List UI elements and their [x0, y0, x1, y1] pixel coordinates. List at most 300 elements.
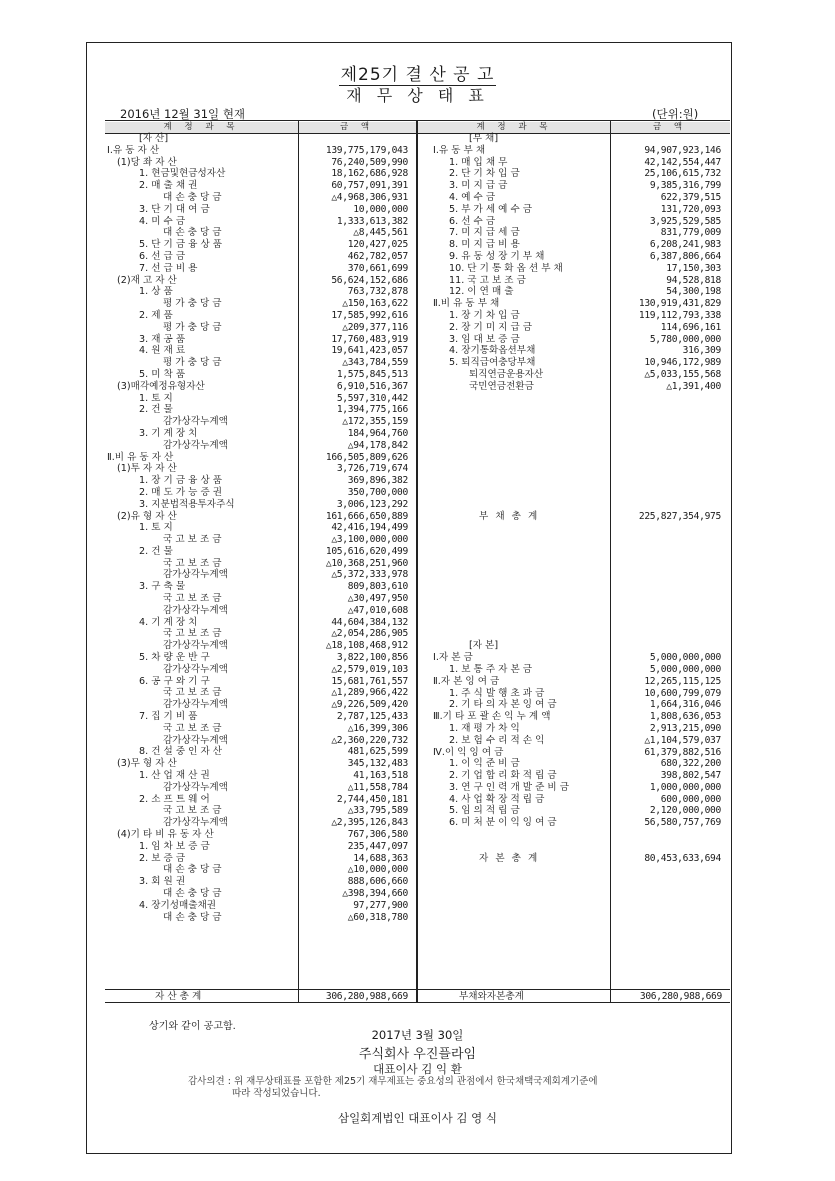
account-label: 10. 단 기 통 화 옵 션 부 채	[449, 262, 563, 274]
account-label: 2. 장 기 미 지 급 금	[449, 321, 533, 333]
asset-row	[105, 593, 408, 605]
account-amount: 14,688,363	[353, 852, 408, 864]
account-amount: 763,732,878	[347, 286, 408, 298]
right-amount-header: 금 액	[652, 122, 688, 132]
account-label: 1. 주 식 발 행 초 과 금	[449, 687, 545, 699]
account-label: 6. 선 수 금	[449, 215, 496, 227]
account-amount: 17,760,483,919	[331, 333, 408, 345]
account-amount: 2,913,215,090	[649, 722, 721, 734]
account-amount: △209,377,116	[342, 321, 408, 333]
account-amount: 161,666,650,889	[325, 510, 408, 522]
account-label: Ⅰ.유 동 자 산	[107, 144, 160, 156]
account-amount: 120,427,025	[347, 239, 408, 251]
account-amount: △1,104,579,037	[644, 734, 721, 746]
account-label: 감가상각누계액	[163, 734, 228, 746]
liability-row	[425, 157, 721, 169]
liability-row	[425, 251, 721, 263]
account-amount: △60,318,780	[347, 911, 408, 923]
liability-row	[425, 298, 721, 310]
account-label: 2. 기 타 의 자 본 잉 여 금	[449, 699, 557, 711]
account-amount: △11,558,784	[347, 781, 408, 793]
liability-row	[425, 334, 721, 346]
asset-row	[105, 782, 408, 794]
asset-row	[105, 676, 408, 688]
asset-row	[105, 723, 408, 735]
equity-row	[425, 711, 721, 723]
account-label: 6. 공 구 와 기 구	[139, 675, 210, 687]
equity-total-row-label: 자 본 총 계	[479, 852, 540, 864]
account-label: 국 고 보 조 금	[163, 534, 222, 546]
account-label: 감가상각누계액	[163, 699, 228, 711]
asset-row	[105, 286, 408, 298]
as-of-date: 2016년 12월 31일 현재	[120, 107, 246, 121]
liability-row	[425, 145, 721, 157]
asset-row	[105, 393, 408, 405]
account-amount: 76,240,509,990	[331, 156, 408, 168]
account-label: 9. 유 동 성 장 기 부 채	[449, 250, 545, 262]
account-amount: 767,306,580	[347, 829, 408, 841]
account-amount: 9,385,316,799	[649, 180, 721, 192]
asset-row	[105, 428, 408, 440]
asset-row	[105, 900, 408, 912]
account-amount: 622,379,515	[660, 191, 721, 203]
account-label: 4. 사 업 확 장 적 립 금	[449, 793, 545, 805]
account-label: (4)기 타 비 유 동 자 산	[117, 829, 214, 841]
ceo-name: 대표이사 김 익 환	[373, 1062, 462, 1076]
asset-row	[105, 805, 408, 817]
account-amount: 139,775,179,043	[325, 144, 408, 156]
asset-row	[105, 605, 408, 617]
account-label: 감가상각누계액	[163, 604, 228, 616]
liab-equity-total-amount: 306,280,988,669	[639, 991, 722, 1002]
account-amount: 131,720,093	[660, 203, 721, 215]
account-amount: 462,782,057	[347, 250, 408, 262]
account-label: 대 손 충 당 금	[163, 864, 222, 876]
liabilities-total-row	[425, 511, 721, 523]
equity-row	[425, 758, 721, 770]
account-amount: 25,106,615,732	[644, 168, 721, 180]
spacer	[425, 393, 721, 511]
account-amount: 119,112,793,338	[638, 309, 721, 321]
equity-row	[425, 782, 721, 794]
account-amount: 370,661,699	[347, 262, 408, 274]
account-amount: 3,006,123,292	[336, 498, 408, 510]
account-label: 3. 재 공 품	[139, 333, 186, 345]
account-amount: 350,700,000	[347, 486, 408, 498]
account-label: 5. 차 량 운 반 구	[139, 652, 210, 664]
equity-row	[425, 794, 721, 806]
account-label: 5. 임 의 적 립 금	[449, 805, 520, 817]
liability-row	[425, 192, 721, 204]
asset-row	[105, 251, 408, 263]
account-label: 2. 건 물	[139, 404, 173, 416]
assets-total-row	[105, 991, 416, 1002]
account-amount: 19,641,423,057	[331, 345, 408, 357]
account-amount: 398,802,547	[660, 770, 721, 782]
account-amount: 94,907,923,146	[644, 144, 721, 156]
account-label: 5. 부 가 세 예 수 금	[449, 203, 533, 215]
liab-equity-total-row	[419, 991, 722, 1002]
account-amount: 3,925,529,585	[649, 215, 721, 227]
asset-row	[105, 487, 408, 499]
account-amount: 235,447,097	[347, 840, 408, 852]
account-label: 11. 국 고 보 조 금	[449, 274, 526, 286]
liability-row	[425, 310, 721, 322]
asset-row	[105, 912, 408, 924]
account-amount: 54,300,198	[666, 286, 721, 298]
spacer	[425, 522, 721, 640]
liability-row	[425, 204, 721, 216]
account-amount: △94,178,842	[347, 439, 408, 451]
asset-row	[105, 687, 408, 699]
asset-row	[105, 463, 408, 475]
equity-row	[425, 817, 721, 829]
account-label: 3. 기 계 장 치	[139, 427, 198, 439]
account-amount: 184,964,760	[347, 427, 408, 439]
account-label: 1. 이 익 준 비 금	[449, 758, 520, 770]
account-amount: 3,822,100,856	[336, 652, 408, 664]
account-amount: △16,399,306	[347, 722, 408, 734]
asset-row	[105, 440, 408, 452]
account-amount: 5,597,310,442	[336, 392, 408, 404]
asset-row	[105, 888, 408, 900]
account-label: 감가상각누계액	[163, 817, 228, 829]
account-amount: △8,445,561	[353, 227, 408, 239]
account-label: [자 본]	[469, 640, 499, 652]
equity-row	[425, 640, 721, 652]
liability-row	[425, 357, 721, 369]
liability-row	[425, 216, 721, 228]
center-divider	[416, 121, 418, 1002]
asset-row	[105, 617, 408, 629]
account-label: 5. 단 기 금 융 상 품	[139, 239, 223, 251]
account-label: 6. 미 처 분 이 익 잉 여 금	[449, 817, 557, 829]
account-label: 4. 기 계 장 치	[139, 616, 198, 628]
account-label: (3)매각예정유형자산	[117, 380, 205, 392]
asset-row	[105, 204, 408, 216]
liability-row	[425, 239, 721, 251]
account-amount: 600,000,000	[660, 793, 721, 805]
account-label: 2. 소 프 트 웨 어	[139, 793, 210, 805]
equity-row	[425, 652, 721, 664]
asset-row	[105, 581, 408, 593]
currency-unit: (단위:원)	[652, 107, 699, 121]
balance-sheet-table	[105, 120, 730, 1003]
account-amount: 2,787,125,433	[336, 711, 408, 723]
liabilities-total-row-label: 부 채 총 계	[479, 510, 540, 522]
account-label: Ⅲ.기 타 포 괄 손 익 누 계 액	[433, 711, 551, 723]
equity-total-row	[425, 853, 721, 865]
asset-row	[105, 829, 408, 841]
account-amount: △33,795,589	[347, 805, 408, 817]
account-amount: 114,696,161	[660, 321, 721, 333]
asset-row	[105, 180, 408, 192]
asset-row	[105, 758, 408, 770]
account-label: 국 고 보 조 금	[163, 805, 222, 817]
account-amount: 316,309	[682, 345, 721, 357]
equity-row	[425, 676, 721, 688]
account-label: 3. 연 구 인 력 개 발 준 비 금	[449, 781, 570, 793]
company-name: 주식회사 우진플라임	[358, 1047, 477, 1062]
account-label: 평 가 충 당 금	[163, 321, 222, 333]
account-amount: 5,000,000,000	[649, 663, 721, 675]
asset-row	[105, 699, 408, 711]
account-label: 1. 상 품	[139, 286, 173, 298]
account-label: 1. 장 기 차 입 금	[449, 309, 520, 321]
account-label: 국 고 보 조 금	[163, 687, 222, 699]
liability-row	[425, 286, 721, 298]
audit-opinion	[188, 1076, 598, 1100]
account-label: Ⅱ.비 유 동 자 산	[107, 451, 174, 463]
liability-row	[425, 322, 721, 334]
account-label: 평 가 충 당 금	[163, 298, 222, 310]
account-amount: 15,681,761,557	[331, 675, 408, 687]
account-amount: 12,265,115,125	[644, 675, 721, 687]
account-amount: △2,579,019,103	[331, 663, 408, 675]
account-amount: 1,000,000,000	[649, 781, 721, 793]
asset-row	[105, 711, 408, 723]
account-amount: 481,625,599	[347, 746, 408, 758]
account-label: 감가상각누계액	[163, 439, 228, 451]
account-label: Ⅰ.유 동 부 채	[433, 144, 486, 156]
liability-row	[425, 345, 721, 357]
account-label: 1. 장 기 금 융 상 품	[139, 475, 223, 487]
account-amount: △172,355,159	[342, 416, 408, 428]
asset-row	[105, 628, 408, 640]
asset-row	[105, 216, 408, 228]
audit-opinion-line1: 감사의견 : 위 재무상태표를 포함한 제25기 재무제표는 중요성의 관점에서 한국채택국제회계기준에	[188, 1076, 598, 1087]
liab-equity-total-label: 부채와자본총계	[459, 991, 524, 1002]
liability-row	[425, 180, 721, 192]
account-amount: △2,054,286,905	[331, 628, 408, 640]
account-amount: △398,394,660	[342, 888, 408, 899]
account-amount: 888,606,660	[347, 876, 408, 888]
account-amount: △4,968,306,931	[331, 191, 408, 203]
account-amount: 5,000,000,000	[649, 652, 721, 664]
account-label: 2. 기 업 합 리 화 적 립 금	[449, 770, 557, 782]
asset-row	[105, 157, 408, 169]
asset-row	[105, 794, 408, 806]
account-amount: 17,150,303	[666, 262, 721, 274]
liability-row	[425, 369, 721, 381]
notice-statement: 상기와 같이 공고함.	[149, 1021, 236, 1032]
account-amount: 130,919,431,829	[638, 298, 721, 310]
account-amount: △343,784,559	[342, 357, 408, 369]
account-amount: △150,163,622	[342, 298, 408, 310]
account-amount: 10,000,000	[353, 203, 408, 215]
account-amount: 61,379,882,516	[644, 746, 721, 758]
account-label: 3. 단 기 대 여 금	[139, 203, 210, 215]
audit-opinion-line2: 따라 작성되었습니다.	[232, 1088, 321, 1099]
account-label: 4. 장기통화옵션부채	[449, 345, 536, 357]
account-label: 5. 퇴직급여충당부채	[449, 357, 536, 369]
account-label: 대 손 충 당 금	[163, 227, 222, 239]
account-label: 대 손 충 당 금	[163, 888, 222, 899]
account-label: 4. 원 재 료	[139, 345, 186, 357]
account-amount: 369,896,382	[347, 475, 408, 487]
equity-row	[425, 735, 721, 747]
account-label: 7. 미 지 급 세 금	[449, 227, 520, 239]
equity-row	[425, 664, 721, 676]
asset-row	[105, 369, 408, 381]
liability-row	[425, 263, 721, 275]
account-label: (2)유 형 자 산	[117, 510, 177, 522]
account-label: 7. 선 급 비 용	[139, 262, 198, 274]
asset-row	[105, 534, 408, 546]
account-amount: 6,208,241,983	[649, 239, 721, 251]
account-amount: 680,322,200	[660, 758, 721, 770]
account-amount: △18,108,468,912	[325, 640, 408, 652]
account-amount: 6,387,806,664	[649, 250, 721, 262]
account-amount: 2,120,000,000	[649, 805, 721, 817]
account-label: 퇴직연금운용자산	[469, 368, 544, 380]
account-amount: △1,391,400	[666, 380, 721, 392]
account-amount: 105,616,620,499	[325, 545, 408, 557]
asset-row	[105, 664, 408, 676]
equity-row	[425, 699, 721, 711]
asset-row	[105, 357, 408, 369]
asset-row	[105, 511, 408, 523]
asset-row	[105, 569, 408, 581]
account-amount: △3,100,000,000	[331, 534, 408, 546]
account-label: 국 고 보 조 금	[163, 628, 222, 640]
account-label: 3. 구 축 물	[139, 581, 186, 593]
account-amount: 1,575,845,513	[336, 368, 408, 380]
liabilities-equity-column	[425, 133, 721, 864]
account-label: 1. 매 입 채 무	[449, 156, 508, 168]
account-amount: △10,368,251,960	[325, 557, 408, 569]
asset-row	[105, 404, 408, 416]
account-amount: 6,910,516,367	[336, 380, 408, 392]
equity-row	[425, 688, 721, 700]
account-label: 3. 지분법적용투자주식	[139, 498, 235, 510]
liability-row	[425, 381, 721, 393]
asset-row	[105, 853, 408, 865]
asset-row	[105, 558, 408, 570]
account-label: 2. 건 물	[139, 545, 173, 557]
asset-row	[105, 416, 408, 428]
account-amount: △2,360,220,732	[331, 734, 408, 746]
account-label: (3)무 형 자 산	[117, 758, 177, 770]
equity-row	[425, 723, 721, 735]
account-amount: 166,505,809,626	[325, 451, 408, 463]
account-label: 대 손 충 당 금	[163, 911, 222, 923]
equity-row	[425, 770, 721, 782]
account-label: 평 가 충 당 금	[163, 357, 222, 369]
account-amount: 1,394,775,166	[336, 404, 408, 416]
account-label: 1. 현금및현금성자산	[139, 168, 226, 180]
account-label: Ⅳ.이 익 잉 여 금	[433, 746, 504, 758]
asset-row	[105, 841, 408, 853]
account-amount: 41,163,518	[353, 770, 408, 782]
account-label: 5. 미 착 품	[139, 368, 186, 380]
account-label: 8. 건 설 중 인 자 산	[139, 746, 223, 758]
asset-row	[105, 334, 408, 346]
account-label: 1. 토 지	[139, 392, 173, 404]
account-label: 감가상각누계액	[163, 640, 228, 652]
account-amount: 42,142,554,447	[644, 156, 721, 168]
account-amount: 44,604,384,132	[331, 616, 408, 628]
account-label: [부 채]	[469, 133, 499, 144]
liability-row	[425, 133, 721, 145]
asset-row	[105, 310, 408, 322]
asset-row	[105, 876, 408, 888]
account-label: 6. 선 급 금	[139, 250, 186, 262]
account-amount: 17,585,992,616	[331, 309, 408, 321]
account-label: Ⅰ.자 본 금	[433, 652, 473, 664]
asset-row	[105, 735, 408, 747]
asset-row	[105, 770, 408, 782]
account-amount: △5,372,333,978	[331, 569, 408, 581]
left-amount-header: 금 액	[339, 122, 375, 132]
account-label: 8. 미 지 급 비 용	[449, 239, 520, 251]
account-amount: 2,744,450,181	[336, 793, 408, 805]
assets-total-label: 자 산 총 계	[155, 991, 202, 1002]
asset-row	[105, 499, 408, 511]
account-label: 4. 미 수 금	[139, 215, 186, 227]
account-amount: 1,333,613,382	[336, 215, 408, 227]
asset-row	[105, 298, 408, 310]
account-label: 감가상각누계액	[163, 416, 228, 428]
account-amount: 42,416,194,499	[331, 522, 408, 534]
spacer	[425, 829, 721, 853]
account-amount: 809,803,610	[347, 581, 408, 593]
liability-row	[425, 275, 721, 287]
asset-row	[105, 168, 408, 180]
account-label: 12. 이 연 매 출	[449, 286, 514, 298]
asset-row	[105, 652, 408, 664]
notice-date: 2017년 3월 30일	[371, 1028, 464, 1042]
account-label: (2)재 고 자 산	[117, 274, 177, 286]
asset-row	[105, 522, 408, 534]
account-label: [자 산]	[139, 133, 169, 144]
account-label: 1. 재 평 가 차 익	[449, 722, 520, 734]
account-label: 2. 매 출 채 권	[139, 180, 198, 192]
equity-row	[425, 747, 721, 759]
account-label: Ⅱ.자 본 잉 여 금	[433, 675, 500, 687]
account-label: 감가상각누계액	[163, 569, 228, 581]
asset-row	[105, 640, 408, 652]
account-label: 국 고 보 조 금	[163, 722, 222, 734]
account-amount: 3,726,719,674	[336, 463, 408, 475]
left-account-header: 계 정 과 목	[163, 122, 240, 132]
account-amount: 345,132,483	[347, 758, 408, 770]
account-amount: 97,277,900	[353, 899, 408, 911]
account-amount: △9,226,509,420	[331, 699, 408, 711]
asset-row	[105, 475, 408, 487]
notice-title: 제25기 결 산 공 고	[340, 65, 495, 85]
liability-row	[425, 168, 721, 180]
asset-row	[105, 192, 408, 204]
account-label: 2. 제 품	[139, 309, 173, 321]
account-label: 4. 장기성매출채권	[139, 899, 217, 911]
asset-row	[105, 864, 408, 876]
asset-row	[105, 381, 408, 393]
asset-row	[105, 322, 408, 334]
account-amount: △2,395,126,843	[331, 817, 408, 829]
asset-row	[105, 817, 408, 829]
asset-row	[105, 452, 408, 464]
account-label: 국 고 보 조 금	[163, 557, 222, 569]
account-amount: 1,664,316,046	[649, 699, 721, 711]
account-label: 대 손 충 당 금	[163, 191, 222, 203]
account-label: (1)당 좌 자 산	[117, 156, 177, 168]
account-label: 1. 임 차 보 증 금	[139, 840, 210, 852]
account-amount: 94,528,818	[666, 274, 721, 286]
asset-row	[105, 746, 408, 758]
account-label: 1. 토 지	[139, 522, 173, 534]
account-amount: 10,946,172,989	[644, 357, 721, 369]
